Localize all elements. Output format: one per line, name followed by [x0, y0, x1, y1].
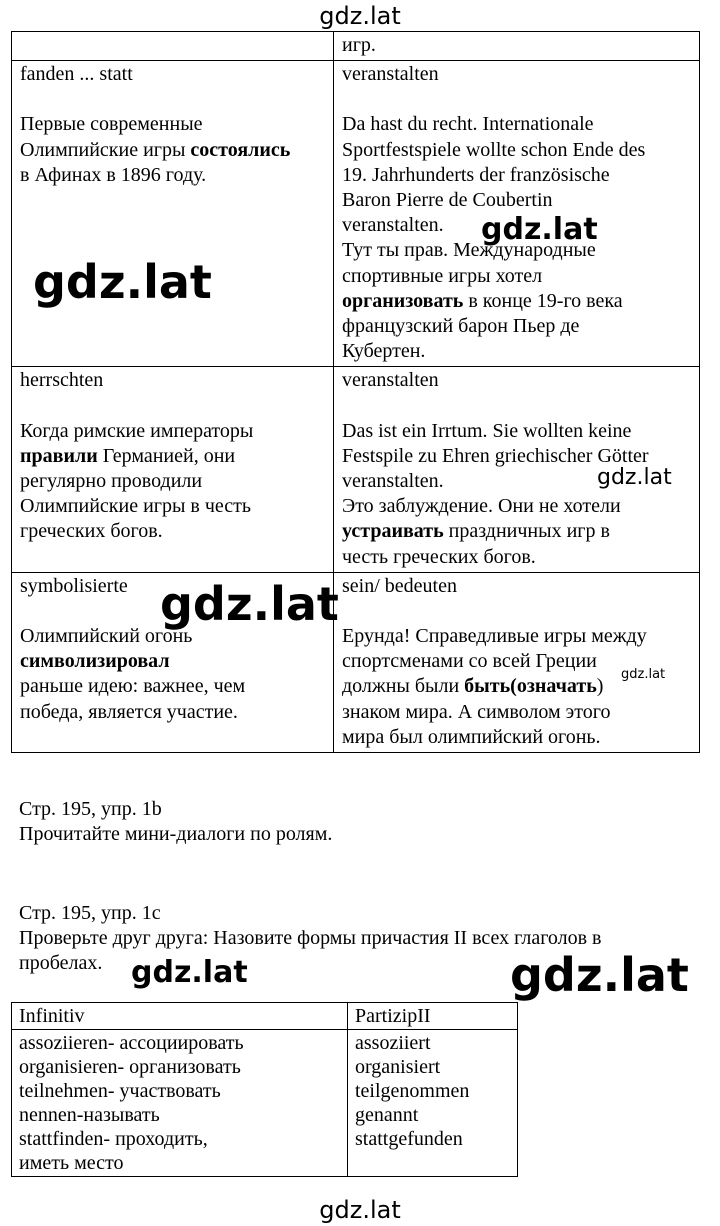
watermark: gdz.lat: [481, 212, 598, 247]
infinitive-item: stattfinden- проходить,: [19, 1128, 208, 1150]
left-text-line: [20, 700, 325, 725]
text-run: Олимпийские игры в честь: [20, 495, 252, 518]
exercise-1b-task: Прочитайте мини-диалоги по ролям.: [19, 823, 333, 845]
spacer: [342, 87, 691, 112]
left-keyword: herrschten: [20, 369, 104, 392]
right-text-line: [342, 163, 691, 188]
watermark: gdz.lat: [597, 465, 672, 490]
left-text-line: [20, 419, 325, 444]
text-run: Тут ты прав. Международные: [342, 239, 596, 262]
text-run: Das ist ein Irrtum. Sie wollten keine: [342, 419, 632, 442]
text-run: спортивные игры хотел: [342, 264, 543, 287]
infinitive-item: assoziieren- ассоциировать: [19, 1032, 244, 1054]
infinitive-item: иметь место: [19, 1152, 124, 1174]
exercise-1c-task-line1: Проверьте друг друга: Назовите формы причастия II всех глаголов в: [19, 927, 602, 949]
right-keyword: игр.: [342, 34, 376, 56]
participle-item: genannt: [355, 1104, 419, 1126]
left-text-line: [20, 112, 325, 137]
text-run: раньше идею: важнее, чем: [20, 675, 246, 698]
right-text-line: [342, 289, 691, 314]
spacer: [342, 599, 691, 624]
verb-forms-table: [11, 1002, 518, 1177]
text-run: спортсменами со всей Греции: [342, 650, 597, 673]
left-keyword: [20, 33, 325, 58]
watermark: gdz.lat: [510, 948, 689, 1002]
dialogue-left-cell: [12, 61, 334, 367]
text-run: Festspile zu Ehren griechischer Götter: [342, 444, 649, 467]
watermark: gdz.lat: [131, 955, 248, 990]
exercise-1c-ref: Стр. 195, упр. 1c: [19, 902, 161, 924]
watermark: gdz.lat: [621, 667, 666, 682]
highlighted-verb: организовать: [342, 289, 464, 312]
text-run: Кубертен.: [342, 340, 426, 363]
watermark-top: gdz.lat: [319, 2, 401, 30]
highlighted-verb: (: [510, 675, 517, 698]
watermark: gdz.lat: [160, 577, 339, 631]
right-text-line: [342, 700, 691, 725]
right-text-line: [342, 188, 691, 213]
left-text-line: [20, 494, 325, 519]
left-text-line: [20, 649, 325, 674]
right-text-line: [342, 264, 691, 289]
text-run: Sportfestspiele wollte schon Ende des: [342, 138, 646, 161]
text-run: ): [596, 675, 604, 698]
participle-item: teilgenommen: [355, 1080, 470, 1102]
infinitive-item: nennen-называть: [19, 1104, 160, 1126]
header-infinitiv: Infinitiv: [12, 1003, 348, 1030]
participle-item: stattgefunden: [355, 1128, 463, 1150]
left-text-line: [20, 469, 325, 494]
infinitive-item: organisieren- организовать: [19, 1056, 241, 1078]
verb-forms-header-row: [12, 1003, 518, 1030]
text-run: регулярно проводили: [20, 470, 203, 493]
right-text-line: [342, 545, 691, 570]
text-run: в конце 19-го века: [463, 289, 623, 312]
text-run: греческих богов.: [20, 520, 163, 543]
right-text-line: [342, 419, 691, 444]
left-text-line: [20, 138, 325, 163]
left-keyword: symbolisierte: [20, 574, 128, 597]
text-run: Это заблуждение. Они не хотели: [342, 495, 621, 518]
text-run: Когда римские императоры: [20, 419, 254, 442]
watermark: gdz.lat: [33, 255, 212, 309]
text-run: Олимпийский огонь: [20, 625, 193, 648]
exercise-1c-task-line2: пробелах.: [19, 952, 103, 974]
text-run: Олимпийские игры: [20, 138, 191, 161]
text-run: мира был олимпийский огонь.: [342, 725, 601, 748]
right-text-line: [342, 138, 691, 163]
spacer: [342, 394, 691, 419]
right-text-line: [342, 112, 691, 137]
participle-item: assoziiert: [355, 1032, 431, 1054]
right-keyword: sein/ bedeuten: [342, 574, 457, 597]
dialogue-table: [11, 31, 700, 753]
highlighted-verb: правили: [20, 444, 98, 467]
participle-list: [348, 1030, 518, 1177]
right-text-line: [342, 494, 691, 519]
text-run: французский барон Пьер де: [342, 315, 580, 338]
dialogue-right-cell: [334, 32, 700, 61]
dialogue-left-cell: [12, 32, 334, 61]
text-run: праздничных игр в: [443, 520, 610, 543]
left-text-line: [20, 444, 325, 469]
watermark-bottom: gdz.lat: [319, 1196, 401, 1224]
left-text-line: [20, 163, 325, 188]
exercise-1b-ref: Стр. 195, упр. 1b: [19, 798, 162, 820]
text-run: Германией, они: [97, 444, 236, 467]
verb-forms-body-row: [12, 1030, 518, 1177]
right-text-line: [342, 314, 691, 339]
right-keyword: veranstalten: [342, 369, 439, 392]
text-run: в Афинах в 1896 году.: [20, 163, 207, 186]
highlighted-verb: состоялись: [190, 138, 291, 161]
right-keyword: veranstalten: [342, 63, 439, 86]
text-run: Ерунда! Справедливые игры между: [342, 625, 647, 648]
text-run: Da hast du recht. Internationale: [342, 113, 594, 136]
text-run: 19. Jahrhunderts der französische: [342, 163, 610, 186]
dialogue-left-cell: [12, 367, 334, 572]
infinitive-list: [12, 1030, 348, 1177]
text-run: честь греческих богов.: [342, 545, 536, 568]
infinitive-item: teilnehmen- участвовать: [19, 1080, 221, 1102]
text-run: veranstalten.: [342, 470, 444, 493]
text-run: veranstalten.: [342, 214, 444, 237]
left-text-line: [20, 519, 325, 544]
text-run: Первые современные: [20, 113, 203, 136]
right-text-line: [342, 519, 691, 544]
right-text-line: [342, 725, 691, 750]
header-partizip: PartizipII: [348, 1003, 518, 1030]
exercise-1b: [19, 797, 332, 847]
dialogue-row: [12, 32, 700, 61]
left-text-line: [20, 674, 325, 699]
spacer: [20, 87, 325, 112]
right-text-line: [342, 624, 691, 649]
spacer: [20, 394, 325, 419]
text-run: должны были: [342, 675, 465, 698]
highlighted-verb: быть: [464, 675, 511, 698]
dialogue-row: [12, 572, 700, 752]
text-run: победа, является участие.: [20, 700, 238, 723]
highlighted-verb: символизировал: [20, 650, 170, 673]
text-run: знаком мира. А символом этого: [342, 700, 611, 723]
highlighted-verb: устраивать: [342, 520, 444, 543]
left-keyword: fanden ... statt: [20, 63, 133, 86]
dialogue-right-cell: [334, 572, 700, 752]
text-run: Baron Pierre de Coubertin: [342, 189, 553, 212]
highlighted-verb: означать: [516, 675, 597, 698]
right-text-line: [342, 339, 691, 364]
participle-item: organisiert: [355, 1056, 441, 1078]
